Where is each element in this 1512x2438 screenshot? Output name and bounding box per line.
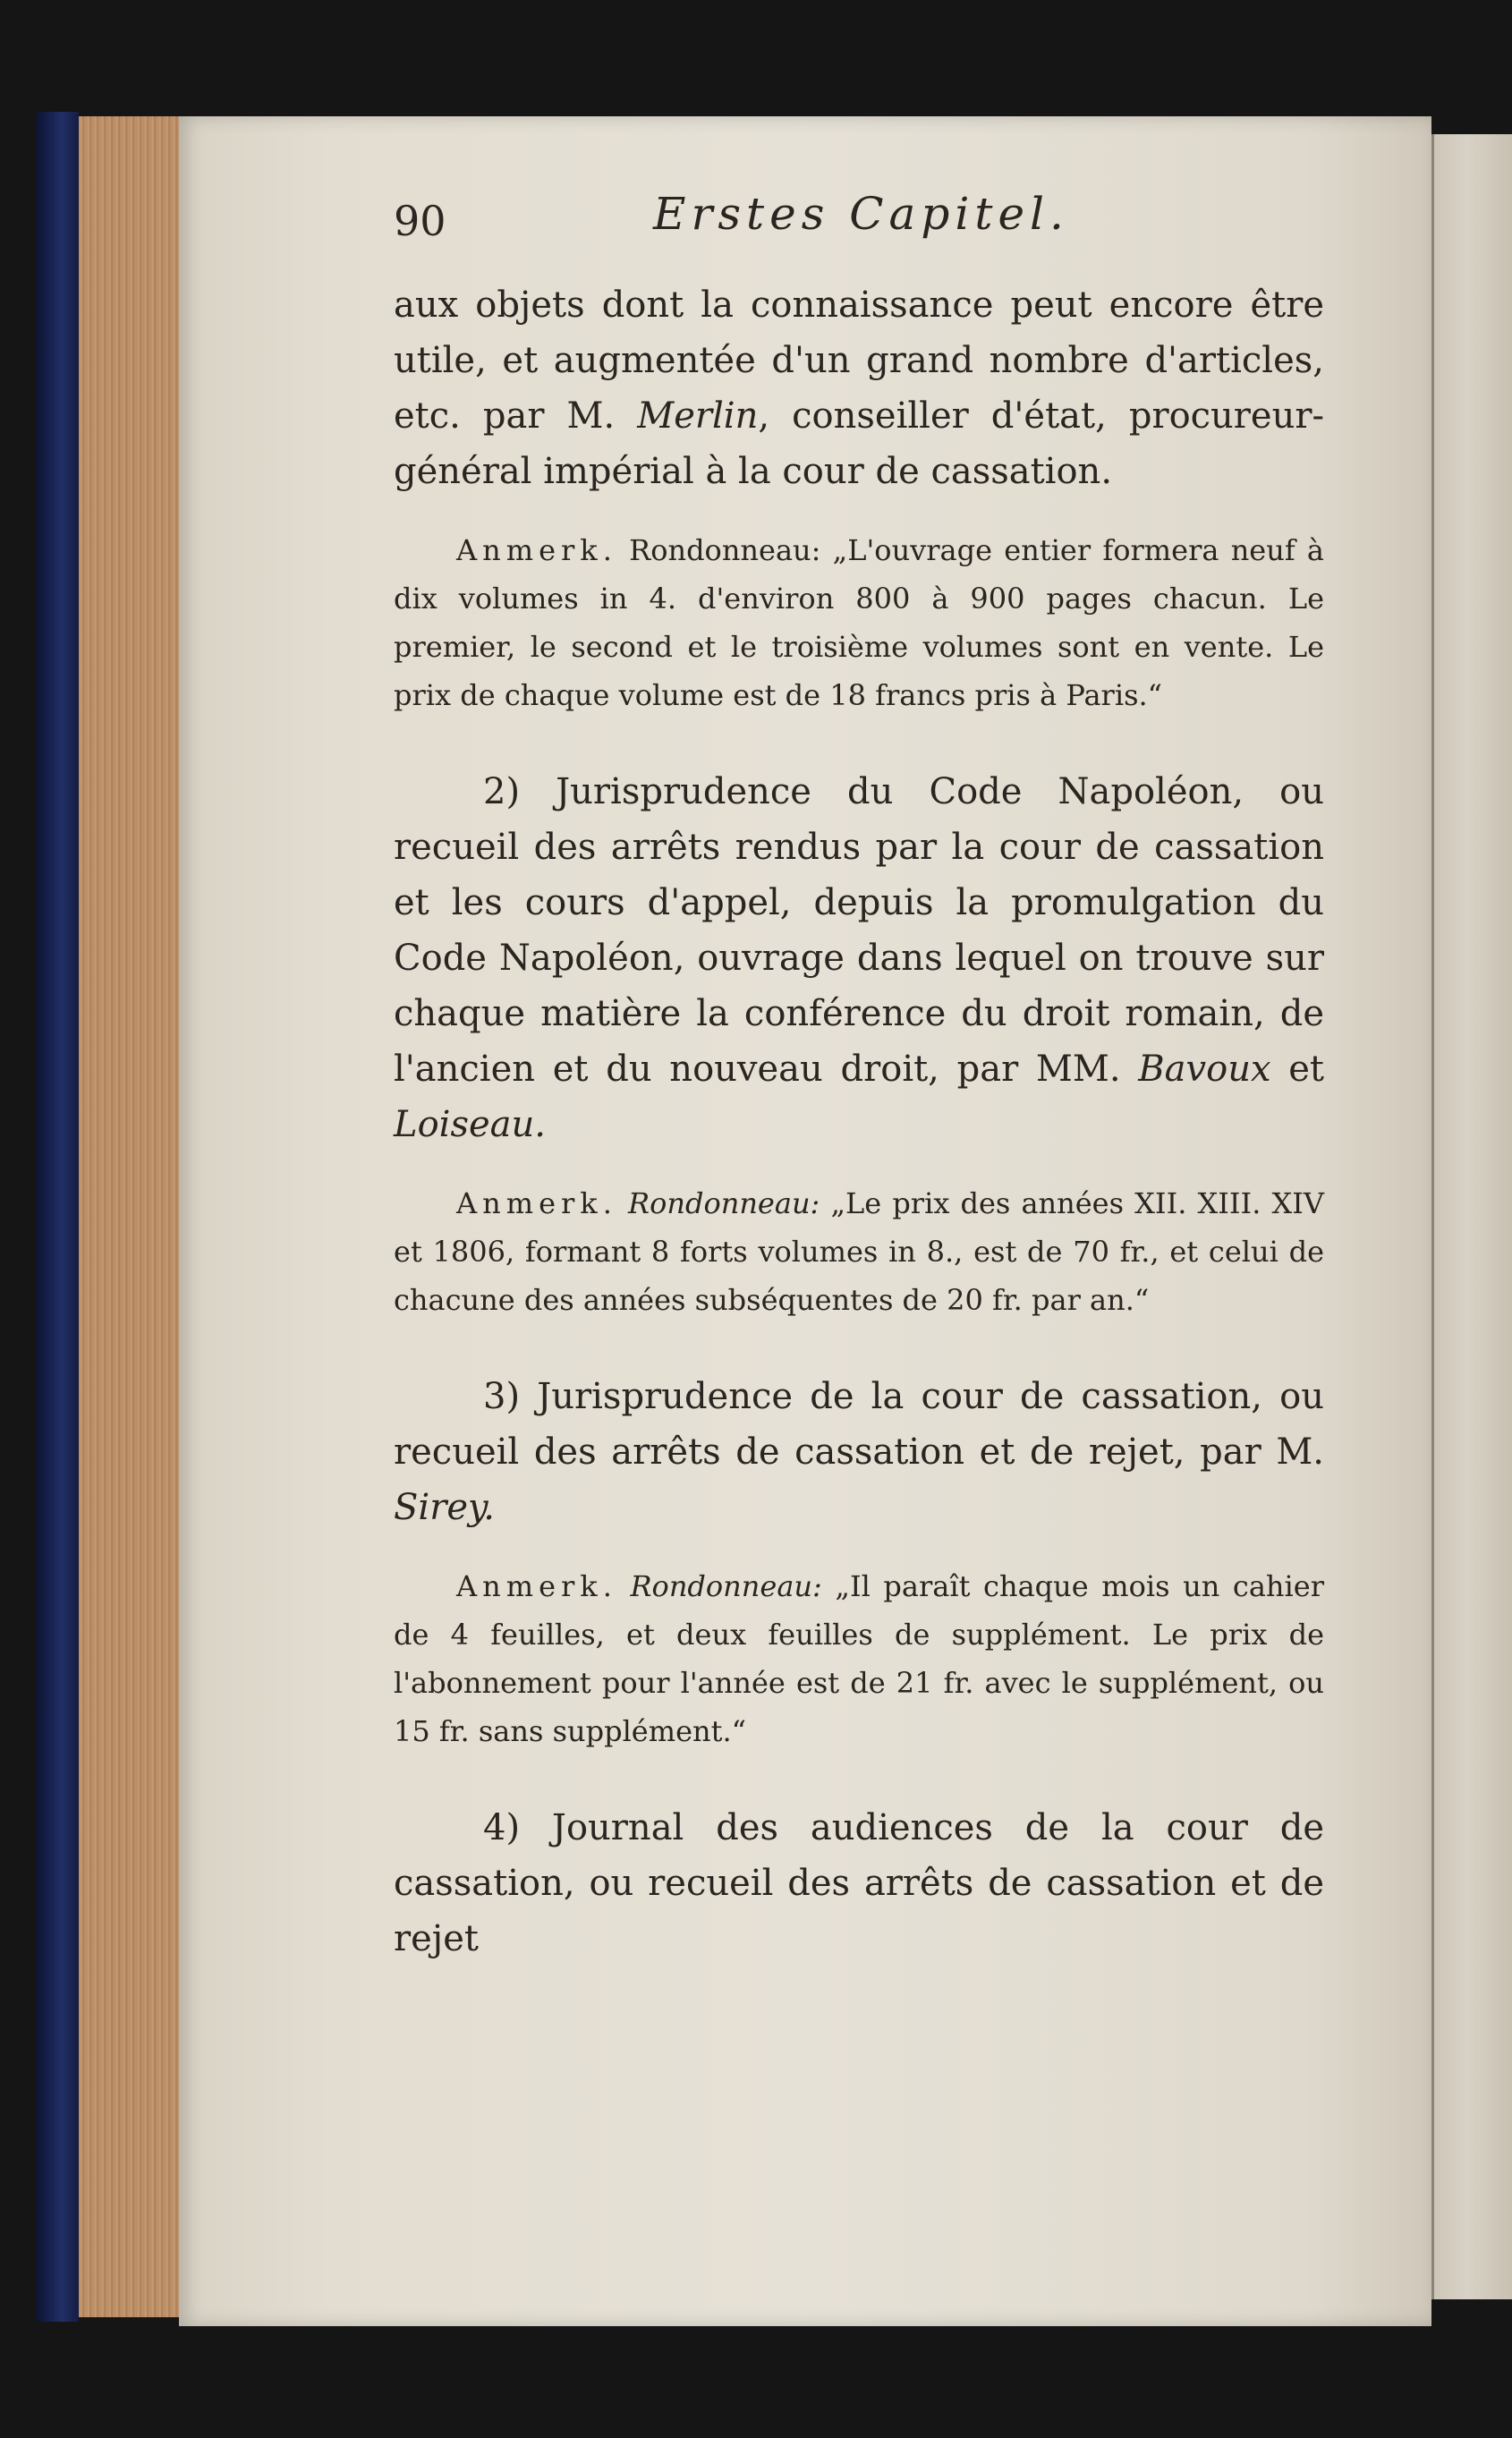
text-run: , conseiller d'état, procureur-général impérial à la cour de cassation.: [394, 395, 1324, 492]
text-run: Rondonneau: „L'ouvrage entier formera neuf à dix volumes in 4. d'environ 800 à 900 pages chacun. Le premier, le second et le troisième volumes sont en vente. Le prix de chaque volume est de 18 francs pris à Paris.“: [394, 533, 1324, 712]
text-run: et: [1270, 1049, 1324, 1090]
page-body: [215, 277, 1324, 1967]
page-text: [215, 188, 1325, 1967]
italic-text: Merlin: [637, 395, 759, 437]
text-run: 2) Jurisprudence du Code Napoléon, ou recueil des arrêts rendus par la cour de cassation et les cours d'appel, depuis la promulgation du Code Napoléon, ouvrage dans lequel on trouve sur chaque matière la conférence du droit romain, de l'ancien et du nouveau droit, par MM.: [394, 771, 1324, 1090]
italic-text: Rondonneau:: [627, 1186, 820, 1220]
annotation-note: [215, 526, 1324, 719]
note-label: Anmerk.: [456, 533, 617, 567]
page-number: 90: [394, 197, 446, 245]
text-run: „Le prix des années XII. XIII. XIV et 1806, formant 8 forts volumes in 8., est de 70 fr., et celui de chacune des années subséquentes de 20 fr. par an.“: [394, 1186, 1325, 1317]
text-run: 4) Journal des audiences de la cour de cassation, ou recueil des arrêts de cassation et de rejet: [394, 1807, 1324, 1959]
text-run: „Il paraît chaque mois un cahier de 4 feuilles, et deux feuilles de supplément. Le prix de l'abonnement pour l'année est de 21 fr. avec le supplément, ou 15 fr. sans supplément.“: [394, 1569, 1325, 1748]
italic-text: Bavoux: [1138, 1049, 1271, 1090]
book-cover-edge: [36, 112, 79, 2322]
paragraph: [215, 1369, 1324, 1535]
text-run: 3) Jurisprudence de la cour de cassation, ou recueil des arrêts de cassation et de rejet, par M.: [394, 1376, 1324, 1473]
annotation-note: [215, 1179, 1324, 1324]
page-header: [215, 188, 1324, 277]
italic-text: Rondonneau:: [630, 1569, 822, 1603]
running-head: Erstes Capitel.: [653, 188, 1069, 240]
note-label: Anmerk.: [456, 1186, 617, 1220]
facing-page-edge: [1431, 134, 1512, 2299]
annotation-note: [215, 1562, 1324, 1755]
paragraph: [215, 277, 1324, 499]
italic-text: Sirey.: [394, 1487, 495, 1528]
paragraph: [215, 764, 1324, 1152]
note-label: Anmerk.: [456, 1569, 617, 1603]
italic-text: Loiseau.: [394, 1104, 546, 1145]
text-run: aux objets dont la connaissance peut encore être utile, et augmentée d'un grand nombre d'articles, etc. par M.: [394, 285, 1324, 437]
paragraph: [215, 1800, 1324, 1967]
